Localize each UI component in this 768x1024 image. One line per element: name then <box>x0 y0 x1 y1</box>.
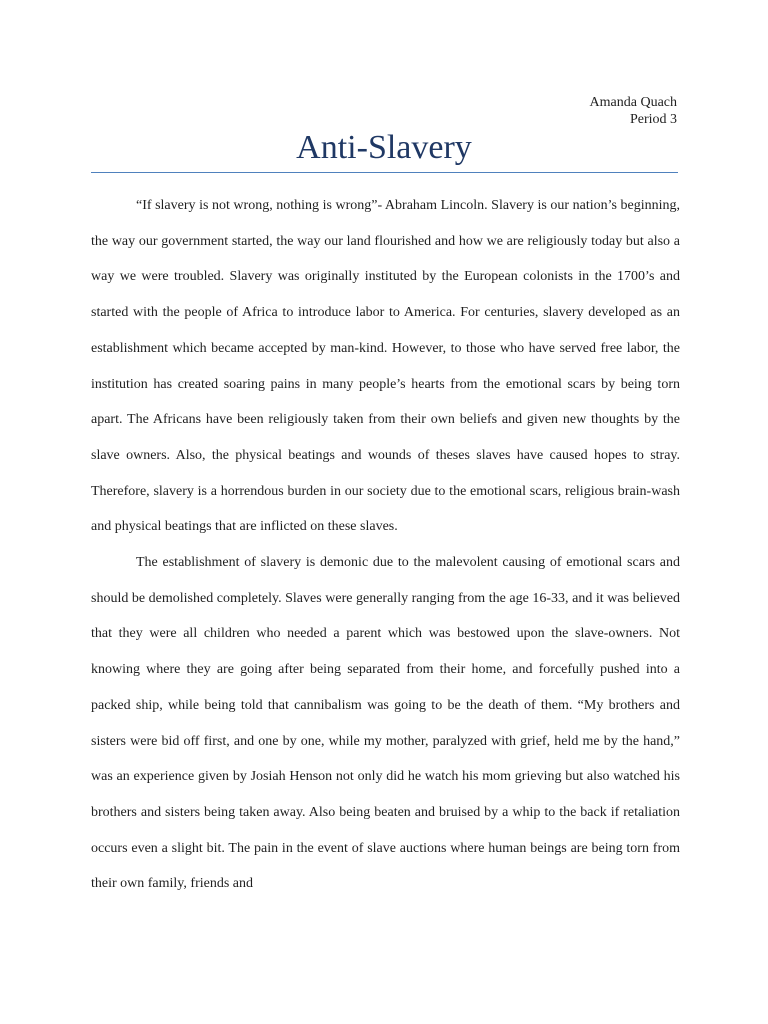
essay-body <box>91 188 680 902</box>
author-name: Amanda Quach <box>589 95 677 110</box>
document-title: Anti-Slavery <box>296 129 472 166</box>
class-period: Period 3 <box>629 112 677 127</box>
paragraph-2: The establishment of slavery is demonic due to the malevolent causing of emotional scars and should be demolished completely. Slaves were generally ranging from the age 16-33, and it was believed that they were all children who needed a parent which was bestowed upon the slave-owners. Not knowing where they are going after being separated from their home, and forcefully pushed into a packed ship, while being told that cannibalism was going to be the death of them. “My brothers and sisters were bid off first, and one by one, while my mother, paralyzed with grief, held me by the hand,” was an experience given by Josiah Henson not only did he watch his mom grieving but also watched his brothers and sisters being taken away. Also being beaten and bruised by a whip to the back if retaliation occurs even a slight bit. The pain in the event of slave auctions where human beings are being torn from their own family, friends and <box>91 555 680 892</box>
paragraph-1: “If slavery is not wrong, nothing is wrong”- Abraham Lincoln. Slavery is our nation’s beginning, the way our government started, the way our land flourished and how we are religiously today but also a way we were troubled. Slavery was originally instituted by the European colonists in the 1700’s and started with the people of Africa to introduce labor to America. For centuries, slavery developed as an establishment which became accepted by man-kind. However, to those who have served free labor, the institution has created soaring pains in many people’s hearts from the emotional scars by being torn apart. The Africans have been religiously taken from their own beliefs and given new thoughts by the slave owners. Also, the physical beatings and wounds of theses slaves have caused hopes to stray. Therefore, slavery is a horrendous burden in our society due to the emotional scars, religious brain-wash and physical beatings that are inflicted on these slaves. <box>91 198 680 535</box>
title-underline <box>91 172 678 173</box>
header-block <box>590 94 677 128</box>
